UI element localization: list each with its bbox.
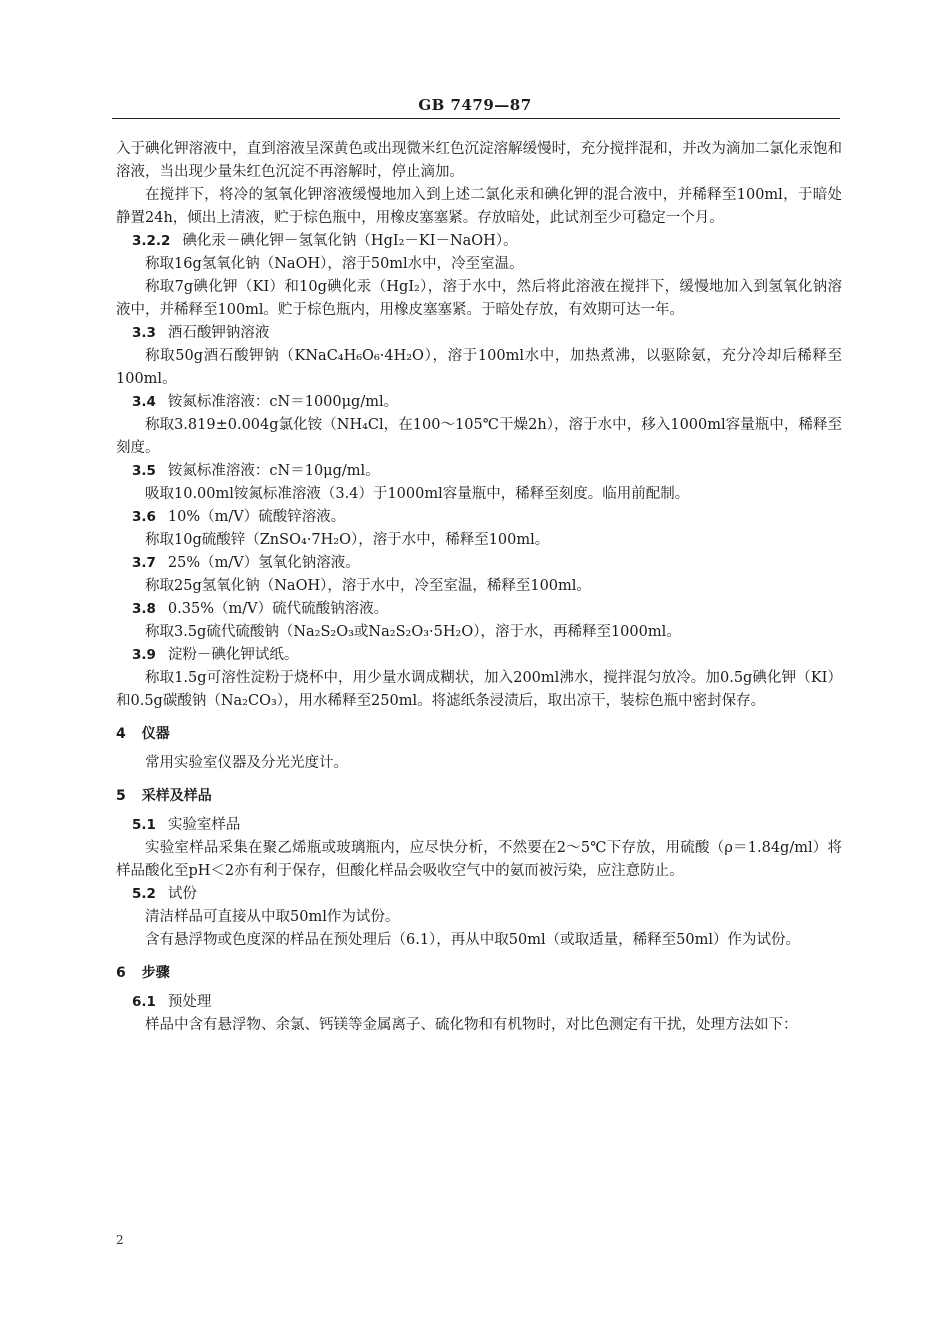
subsection-heading [116, 883, 842, 906]
subsection-title: 25%（m/V）氢氧化钠溶液。 [167, 555, 360, 571]
subsection-title: 铵氮标准溶液：cN＝10μg/ml。 [167, 463, 380, 479]
subsection-heading [116, 230, 842, 253]
subsection-title: 实验室样品 [167, 817, 241, 833]
paragraph: 入于碘化钾溶液中，直到溶液呈深黄色或出现微米红色沉淀溶解缓慢时，充分搅拌混和，并改为滴加二氯化汞饱和溶液，当出现少量朱红色沉淀不再溶解时，停止滴加。 [116, 141, 842, 180]
section-number: 6 [116, 965, 126, 981]
subsection-heading [116, 814, 842, 837]
paragraph: 称取25g氢氧化钠（NaOH），溶于水中，冷至室温，稀释至100ml。 [145, 578, 591, 594]
paragraph: 称取50g酒石酸钾钠（KNaC₄H₆O₆·4H₂O），溶于100ml水中，加热煮沸，以驱除氨，充分冷却后稀释至100ml。 [116, 348, 842, 387]
paragraph: 称取7g碘化钾（KI）和10g碘化汞（HgI₂），溶于水中，然后将此溶液在搅拌下，缓慢地加入到氢氧化钠溶液中，并稀释至100ml。贮于棕色瓶内，用橡皮塞塞紧。于暗处存放，有效期可达一年。 [116, 279, 842, 318]
paragraph: 常用实验室仪器及分光光度计。 [145, 755, 348, 771]
paragraph: 在搅拌下，将冷的氢氧化钾溶液缓慢地加入到上述二氯化汞和碘化钾的混合液中，并稀释至100ml，于暗处静置24h，倾出上清液，贮于棕色瓶中，用橡皮塞塞紧。存放暗处，此试剂至少可稳定一个月。 [116, 187, 842, 226]
paragraph: 吸取10.00ml铵氮标准溶液（3.4）于1000ml容量瓶中，稀释至刻度。临用前配制。 [145, 486, 690, 502]
section-number: 5 [116, 788, 126, 804]
subsection-heading [116, 991, 842, 1014]
document-body [116, 138, 842, 1037]
paragraph: 称取3.5g硫代硫酸钠（Na₂S₂O₃或Na₂S₂O₃·5H₂O），溶于水，再稀释至1000ml。 [145, 624, 681, 640]
subsection-number: 6.1 [132, 994, 156, 1010]
subsection-title: 淀粉－碘化钾试纸。 [167, 647, 299, 663]
subsection-heading [116, 322, 842, 345]
subsection-title: 试份 [167, 886, 197, 902]
subsection-number: 3.5 [132, 463, 156, 479]
section-title: 采样及样品 [141, 788, 212, 804]
subsection-heading [116, 506, 842, 529]
section-heading [116, 962, 842, 985]
section-heading [116, 723, 842, 746]
paragraph: 含有悬浮物或色度深的样品在预处理后（6.1），再从中取50ml（或取适量，稀释至50ml）作为试份。 [145, 932, 800, 948]
paragraph: 称取1.5g可溶性淀粉于烧杯中，用少量水调成糊状，加入200ml沸水，搅拌混匀放冷。加0.5g碘化钾（KI）和0.5g碳酸钠（Na₂CO₃），用水稀释至250ml。将滤纸条浸渍后，取出凉干，装棕色瓶中密封保存。 [116, 670, 842, 709]
section-number: 4 [116, 726, 126, 742]
section-title: 仪器 [141, 726, 170, 742]
subsection-number: 3.4 [132, 394, 156, 410]
paragraph: 称取10g硫酸锌（ZnSO₄·7H₂O），溶于水中，稀释至100ml。 [145, 532, 550, 548]
document-header: GB 7479—87 [418, 96, 532, 114]
section-heading [116, 785, 842, 808]
subsection-title: 10%（m/V）硫酸锌溶液。 [167, 509, 346, 525]
subsection-title: 预处理 [167, 994, 212, 1010]
subsection-title: 0.35%（m/V）硫代硫酸钠溶液。 [167, 601, 389, 617]
subsection-number: 5.1 [132, 817, 156, 833]
subsection-title: 碘化汞－碘化钾－氢氧化钠（HgI₂－KI－NaOH）。 [182, 233, 518, 249]
subsection-heading [116, 644, 842, 667]
subsection-number: 3.6 [132, 509, 156, 525]
subsection-number: 3.9 [132, 647, 156, 663]
subsection-number: 3.7 [132, 555, 156, 571]
subsection-number: 3.8 [132, 601, 156, 617]
paragraph: 称取3.819±0.004g氯化铵（NH₄Cl，在100～105℃干燥2h），溶于水中，移入1000ml容量瓶中，稀释至刻度。 [116, 417, 842, 456]
paragraph: 样品中含有悬浮物、余氯、钙镁等金属离子、硫化物和有机物时，对比色测定有干扰，处理方法如下： [145, 1017, 798, 1033]
subsection-heading [116, 598, 842, 621]
header-rule [112, 118, 840, 119]
paragraph: 清洁样品可直接从中取50ml作为试份。 [145, 909, 400, 925]
subsection-heading [116, 552, 842, 575]
section-title: 步骤 [141, 965, 170, 981]
subsection-heading [116, 460, 842, 483]
page-number: 2 [116, 1233, 124, 1247]
subsection-number: 3.2.2 [132, 233, 171, 249]
paragraph: 实验室样品采集在聚乙烯瓶或玻璃瓶内，应尽快分析，不然要在2～5℃下存放，用硫酸（ρ＝1.84g/ml）将样品酸化至pH＜2亦有利于保存，但酸化样品会吸收空气中的氨而被污染，应注意防止。 [116, 840, 842, 879]
subsection-number: 5.2 [132, 886, 156, 902]
subsection-number: 3.3 [132, 325, 156, 341]
paragraph: 称取16g氢氧化钠（NaOH），溶于50ml水中，冷至室温。 [145, 256, 524, 272]
subsection-heading [116, 391, 842, 414]
subsection-title: 铵氮标准溶液：cN＝1000μg/ml。 [167, 394, 399, 410]
subsection-title: 酒石酸钾钠溶液 [167, 325, 270, 341]
